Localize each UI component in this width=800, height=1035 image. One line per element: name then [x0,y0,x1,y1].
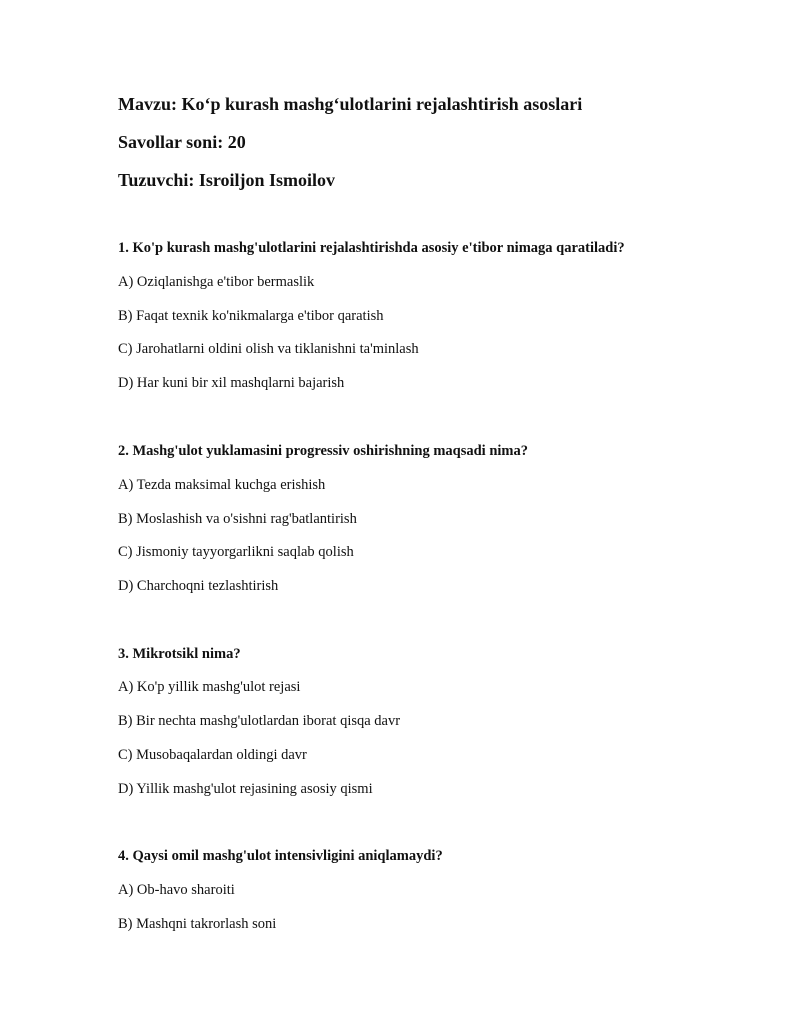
answer-option: C) Jismoniy tayyorgarlikni saqlab qolish [118,544,354,560]
question-title: 3. Mikrotsikl nima? [118,646,241,662]
question-count: Savollar soni: 20 [118,132,246,152]
question-title: 1. Ko'p kurash mashg'ulotlarini rejalashtirishda asosiy e'tibor nimaga qaratiladi? [118,240,625,256]
answer-option: B) Bir nechta mashg'ulotlardan iborat qisqa davr [118,713,401,729]
answer-option: B) Moslashish va o'sishni rag'batlantirish [118,511,357,527]
question-title: 4. Qaysi omil mashg'ulot intensivligini aniqlamaydi? [118,848,443,864]
answer-option: A) Ob-havo sharoiti [118,882,235,898]
answer-option: B) Mashqni takrorlash soni [118,916,277,932]
author-line: Tuzuvchi: Isroiljon Ismoilov [118,170,336,190]
question-title: 2. Mashg'ulot yuklamasini progressiv oshirishning maqsadi nima? [118,443,528,459]
answer-option: D) Yillik mashg'ulot rejasining asosiy qismi [118,781,373,797]
answer-option: A) Tezda maksimal kuchga erishish [118,477,326,493]
answer-option: A) Oziqlanishga e'tibor bermaslik [118,274,315,290]
answer-option: A) Ko'p yillik mashg'ulot rejasi [118,679,301,695]
answer-option: D) Charchoqni tezlashtirish [118,578,279,594]
answer-option: B) Faqat texnik ko'nikmalarga e'tibor qaratish [118,308,384,324]
topic-heading: Mavzu: Koʻp kurash mashgʻulotlarini rejalashtirish asoslari [118,94,583,114]
answer-option: C) Jarohatlarni oldini olish va tiklanishni ta'minlash [118,341,419,357]
answer-option: D) Har kuni bir xil mashqlarni bajarish [118,375,345,391]
answer-option: C) Musobaqalardan oldingi davr [118,747,307,763]
